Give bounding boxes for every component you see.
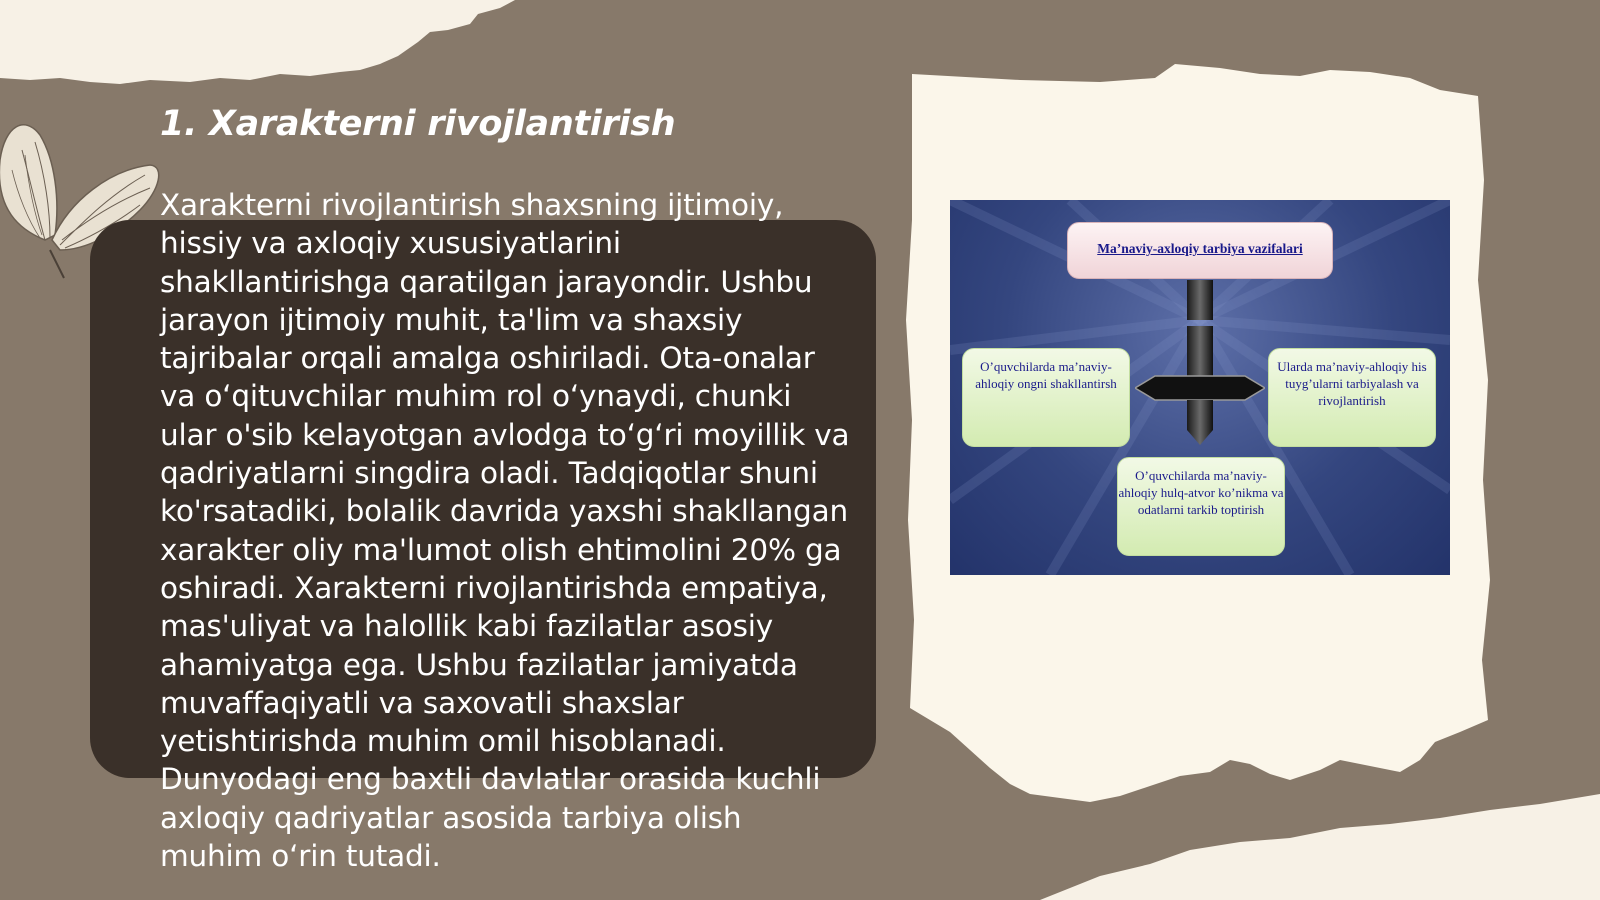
diagram-image [950, 200, 1450, 575]
diagram-box-bottom: O’quvchilarda ma’naviy-ahloqiy hulq-atvor ko’nikma va odatlarni tarkib toptirish [1117, 457, 1285, 556]
diagram-title-box: Ma’naviy-axloqiy tarbiya vazifalari [1067, 222, 1333, 279]
torn-paper-bottom-right [1040, 780, 1600, 900]
slide-title: 1. Xarakterni rivojlantirish [160, 104, 676, 144]
torn-paper-top-left [0, 0, 520, 100]
diagram-box-left: O’quvchilarda ma’naviy-ahloqiy ongni shakllantirsh [962, 348, 1130, 447]
cross-arrows-icon [1135, 280, 1265, 455]
body-paragraph: Xarakterni rivojlantirish shaxsning ijtimoiy, hissiy va axloqiy xususiyatlarini shakllantirishga qaratilgan jarayondir. Ushbu jarayon ijtimoiy muhit, ta'lim va shaxsiy tajribalar orqali amalga oshiriladi. Ota-onalar va o‘qituvchilar muhim rol o‘ynaydi, chunki ular o'sib kelayotgan avlodga to‘g‘ri moyillik va qadriyatlarni singdira oladi. Tadqiqotlar shuni ko'rsatadiki, bolalik davrida yaxshi shakllangan xarakter oliy ma'lumot olish ehtimolini 20% ga oshiradi. Xarakterni rivojlantirishda empatiya, mas'uliyat va halollik kabi fazilatlar asosiy ahamiyatga ega. Ushbu fazilatlar jamiyatda muvaffaqiyatli va saxovatli shaxslar yetishtirishda muhim omil hisoblanadi. Dunyodagi eng baxtli davlatlar orasida kuchli axloqiy qadriyatlar asosida tarbiya olish muhim o‘rin tutadi. [160, 188, 850, 874]
diagram-box-right: Ularda ma’naviy-ahloqiy his tuyg’ularni tarbiyalash va rivojlantirish [1268, 348, 1436, 447]
